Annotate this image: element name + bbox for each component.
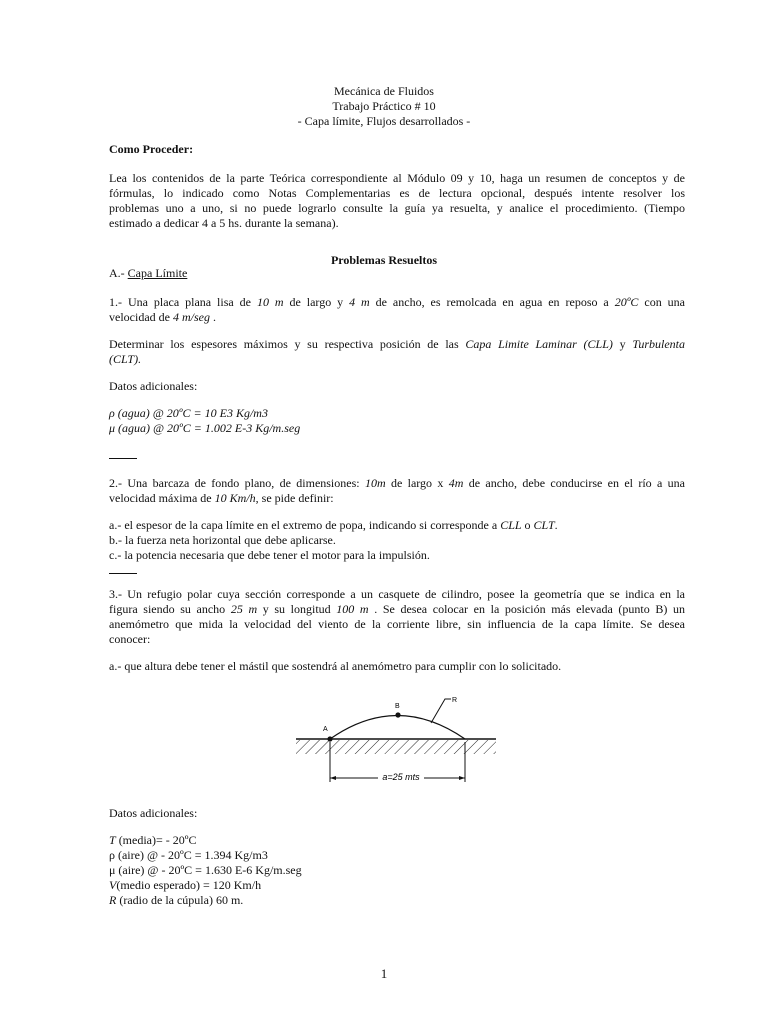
problem-2-item-c: c.- la potencia necesaria que debe tener el motor para la impulsión.	[109, 548, 430, 562]
page-number: 1	[380, 966, 388, 981]
separator	[109, 563, 685, 578]
problem-3-radius	[109, 893, 685, 908]
doc-title: Mecánica de Fluidos	[334, 84, 434, 98]
radius-label: R	[452, 697, 458, 704]
problem-3-datos-heading: Datos adicionales:	[109, 806, 198, 820]
problem-2-line-1	[109, 476, 685, 491]
refugio-figure	[290, 690, 500, 790]
p1-length: 10 m	[256, 295, 284, 309]
p3-t-symbol: T	[109, 833, 116, 847]
p3-length: 100 m	[336, 602, 369, 616]
dim-arrow-left	[330, 776, 336, 780]
doc-subtitle: Trabajo Práctico # 10	[332, 99, 436, 113]
problem-2-item-a	[109, 518, 685, 533]
p2-text: de ancho, debe conducirse en el río a una	[463, 476, 685, 490]
p1-velocity: 4 m/seg	[172, 310, 210, 324]
como-proceder-line-1: Lea los contenidos de la parte Teórica correspondiente al Módulo 09 y 10, haga un resumen de conceptos y de	[109, 171, 685, 185]
p1-text: de ancho, es remolcada en agua en reposo a	[369, 295, 615, 309]
p1-det-text: Determinar los espesores máximos y su respectiva posición de las	[109, 337, 466, 351]
separator-line	[109, 565, 137, 574]
problem-3-line-1: 3.- Un refugio polar cuya sección corresponde a un casquete de cilindro, posee la geometría que se indica en la	[109, 587, 685, 601]
problem-2-line-2	[109, 491, 685, 506]
point-b-label: B	[395, 703, 400, 710]
problem-2-item-b: b.- la fuerza neta horizontal que debe aplicarse.	[109, 533, 336, 547]
problem-1-determinar-line-2: (CLT).	[109, 352, 142, 366]
separator-line	[109, 450, 137, 459]
como-proceder-line-2: fórmulas, lo indicado como Notas Complementarias es de lectura opcional, después intente resolver los	[109, 186, 685, 200]
problem-1-mu: μ (agua) @ 20ºC = 1.002 E-3 Kg/m.seg	[109, 421, 301, 435]
p3-v-symbol: V	[109, 878, 117, 892]
p3-t-value: (media)= - 20ºC	[115, 833, 197, 847]
problem-1-rho: ρ (agua) @ 20ºC = 10 E3 Kg/m3	[109, 406, 268, 420]
p3-width: 25 m	[230, 602, 258, 616]
problem-1-determinar-line-1	[109, 337, 685, 352]
p2-text: velocidad máxima de	[109, 491, 215, 505]
p2-item-text: a.- el espesor de la capa límite en el extremo de popa, indicando si corresponde a	[109, 518, 501, 532]
dim-label: a=25 mts	[382, 772, 420, 782]
p3-text: y su longitud	[257, 602, 337, 616]
point-a-label: A	[323, 726, 328, 733]
p2-text: de largo x	[385, 476, 449, 490]
p2-item-text: o	[521, 518, 534, 532]
p1-text: .	[209, 310, 216, 324]
section-title: Capa Límite	[127, 266, 188, 280]
p2-width: 4m	[448, 476, 464, 490]
problemas-resueltos-heading: Problemas Resueltos	[330, 253, 438, 267]
point-b-marker	[395, 712, 400, 717]
problem-1-line-1	[109, 295, 685, 310]
p3-text: figura siendo su ancho	[109, 602, 231, 616]
dome-arc	[330, 716, 465, 740]
ground-hatch	[296, 740, 496, 754]
p2-clt: CLT	[533, 518, 555, 532]
p1-text: con una	[638, 295, 685, 309]
como-proceder-heading: Como Proceder:	[109, 142, 194, 156]
problem-3-line-2	[109, 602, 685, 617]
p1-text: velocidad de	[109, 310, 173, 324]
problem-3-mu: μ (aire) @ - 20ºC = 1.630 E-6 Kg/m.seg	[109, 863, 302, 877]
p2-text: , se pide definir:	[255, 491, 334, 505]
dim-arrow-right	[459, 776, 465, 780]
problem-3-temperature	[109, 833, 685, 848]
p1-det-text: y	[612, 337, 633, 351]
p2-velocity: 10 Km/h	[214, 491, 256, 505]
problem-3-item-a: a.- que altura debe tener el mástil que sostendrá al anemómetro para cumplir con lo solicitado.	[109, 659, 562, 673]
problem-3-line-4: conocer:	[109, 632, 151, 646]
p1-temperature: 20ºC	[614, 295, 639, 309]
section-heading	[109, 266, 685, 281]
section-prefix: A.-	[109, 266, 128, 280]
separator	[109, 448, 685, 463]
p2-item-text: .	[554, 518, 558, 532]
problem-3-velocity	[109, 878, 685, 893]
como-proceder-line-4: estimado a dedicar 4 a 5 hs. durante la semana).	[109, 216, 339, 230]
p1-width: 4 m	[349, 295, 370, 309]
problem-3-rho: ρ (aire) @ - 20ºC = 1.394 Kg/m3	[109, 848, 268, 862]
problem-1-line-2	[109, 310, 685, 325]
p1-cll: Capa Limite Laminar (CLL)	[465, 337, 613, 351]
p2-cll: CLL	[500, 518, 522, 532]
p3-r-value: (radio de la cúpula) 60 m.	[116, 893, 244, 907]
p1-text: 1.- Una placa plana lisa de	[109, 295, 257, 309]
p3-text: . Se desea colocar en la posición más elevada (punto B) un	[368, 602, 686, 616]
doc-topic: - Capa límite, Flujos desarrollados -	[297, 114, 471, 128]
p1-clt: Turbulenta	[632, 337, 686, 351]
problem-3-line-3: anemómetro que mida la velocidad del viento de la corriente libre, sin influencia de la capa límite. Se desea	[109, 617, 685, 631]
p3-r-symbol: R	[109, 893, 117, 907]
como-proceder-line-3: problemas uno a uno, si no puede lograrlo consulte la guía ya resuelta, y analice el procedimiento. (Tiempo	[109, 201, 685, 215]
problem-1-datos-heading: Datos adicionales:	[109, 379, 198, 393]
point-a-marker	[327, 736, 332, 741]
p2-length: 10m	[364, 476, 386, 490]
radius-leader	[431, 699, 451, 723]
p1-text: de largo y	[283, 295, 350, 309]
p3-v-value: (medio esperado) = 120 Km/h	[116, 878, 262, 892]
p2-text: 2.- Una barcaza de fondo plano, de dimensiones:	[109, 476, 365, 490]
